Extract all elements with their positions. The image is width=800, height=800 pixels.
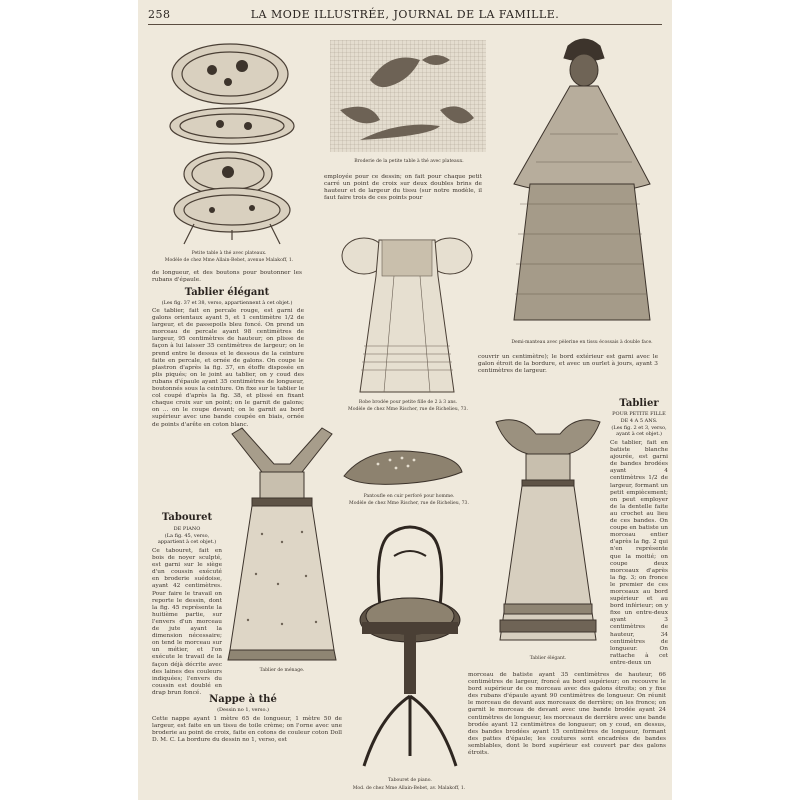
household-apron-caption: Tablier de ménage. bbox=[259, 668, 305, 673]
tablier-fille-text: Ce tablier, fait en batiste blanche ajourée, est garni de bandes brodées ayant 4 centimètres 1/2 de largeur, formant un petit empiècement; on peut employer de la dentelle faite au crochet au lieu de ces bandes. On coupe en batiste un morceau entier d'après la fig. 2 qui n'en représente que la moitié; on coupe deux morceaux d'après la fig. 3; on fronce le premier de ces morceaux au bord supérieur et au bord inférieur; on y fixe un entre-deux ayant 3 centimètres de hauteur, 34 centimètres de longueur. On rattache à cet entre-deux un bbox=[610, 440, 668, 666]
page-number: 258 bbox=[148, 8, 171, 21]
magazine-page bbox=[138, 0, 672, 800]
tablier-fille-title: Tablier bbox=[619, 398, 659, 409]
piano-stool-caption: Tabouret de piano. bbox=[388, 778, 432, 783]
tabouret-subtitle-1: DE PIANO bbox=[173, 526, 201, 532]
piano-stool-illustration bbox=[350, 516, 470, 778]
embroidery-pattern bbox=[330, 40, 486, 152]
tea-table-illustration bbox=[160, 34, 300, 246]
intro-text: employée pour ce dessin; on fait pour chaque petit carré un point de croix sur deux doubles brins de hauteur et de largeur du tissu (sur notre modèle, il faut faire trois de ces points pour bbox=[324, 174, 482, 202]
middle-continued-text: couvrir un centimètre); le bord extérieur est garni avec le galon étroit de la bordure, et avec un ourlet à jours, ayant 3 centimètres de largeur. bbox=[478, 354, 658, 375]
cape-caption: Demi-manteau avec pèlerine en tissu écossais à double face. bbox=[511, 340, 653, 345]
tablier-elegant-text: Ce tablier, fait en percale rouge, est garni de galons orientaux ayant 5, et 1 centimètre 1/2 de largeur, et de passepoils bleu foncé. On prend un morceau de percale ayant 98 centimètres de largeur, 95 centimètres de hauteur; on plisse de façon à lui laisser 35 centimètres de largeur; on le prend entre le dessus et le dessous de la ceinture faite en percale, et ornée de galons. On coupe le plastron d'après la fig. 37, en étoffe disposée en plis piqués; on le joint au tablier, on y coud des rubans d'épaule ayant 35 centimètres de longueur, boutonnés sous la ceinture. On fixe sur le tablier le col coupé d'après la fig. 38, et plissé en fixant chaque croix sur un point; on le garnit de galons; on ... on le coupe devant; on le garnit au bord supérieur avec une bande coupée en biais, ornée de points d'arête en coton blanc. bbox=[152, 308, 304, 428]
tea-table-caption: Petite table à thé avec plateaux. bbox=[191, 251, 267, 256]
nappe-subtitle: (Dessin no 1, verso.) bbox=[217, 707, 269, 713]
elegant-apron-illustration bbox=[490, 414, 606, 650]
tabouret-title: Tabouret bbox=[161, 512, 213, 523]
left-continued-text: de longueur, et des boutons pour boutonner les rubans d'épaule. bbox=[152, 270, 302, 284]
slipper-model-caption: Modèle de chez Mme Rischer, rue de Richelieu, 73. bbox=[349, 501, 469, 506]
tablier-elegant-subtitle: (Les fig. 37 et 38, verso, appartiennent à cet objet.) bbox=[161, 300, 293, 306]
tabouret-subtitle-2: (La fig. 45, verso, appartient à cet objet.) bbox=[157, 533, 217, 545]
household-apron-illustration bbox=[222, 424, 342, 664]
child-dress-illustration bbox=[334, 226, 480, 396]
dress-model-caption: Modèle de chez Mme Rischer, rue de Richelieu, 73. bbox=[348, 407, 468, 412]
nappe-text: Cette nappe ayant 1 mètre 65 de longueur, 1 mètre 50 de largeur, est faite en un tissu de toile crème; on l'orne avec une broderie au point de croix, faite en cotons de couleur coton Doll D. M. C. La bordure du dessin no 1, verso, est bbox=[152, 716, 342, 744]
piano-stool-model-caption: Mod. de chez Mme Allain-Bebet, av. Malakoff, 1. bbox=[352, 786, 466, 791]
journal-title: LA MODE ILLUSTRÉE, JOURNAL DE LA FAMILLE. bbox=[250, 8, 560, 21]
elegant-apron-caption: Tablier élégant. bbox=[529, 656, 567, 661]
tablier-fille-subtitle-2: DE 4 A 5 ANS. bbox=[620, 418, 658, 424]
dress-caption: Robe brodée pour petite fille de 2 à 3 ans. bbox=[358, 400, 458, 405]
slipper-caption: Pantoufle en cuir perforé pour homme. bbox=[363, 494, 455, 499]
tablier-fille-subtitle-1: POUR PETITE FILLE bbox=[612, 411, 666, 417]
bottom-right-text: morceau de batiste ayant 35 centimètres de hauteur, 66 centimètres de largeur, froncé au bord supérieur; on recouvre le bord supérieur de ce morceau avec des galons étroits; on y fixe des rubans d'épaule ayant 90 centimètres de longueur. On réunit le morceau de devant aux morceaux de derrière; on les fronce; on garnit le morceau de devant avec une bande brodée ayant 24 centimètres de longueur, les morceaux de derrière avec une bande brodée ayant 12 centimètres de longueur; on y coud, en dessus, des bandes brodées ayant 15 centimètres de longueur, formant des pattes d'épaule; les coutures sont encadrées de bandes semblables, dont le bord supérieur est couvert par des galons étroits. bbox=[468, 672, 666, 757]
page-header bbox=[148, 8, 662, 22]
tablier-elegant-title: Tablier élégant bbox=[184, 287, 270, 298]
tea-table-model-caption: Modèle de chez Mme Allain-Bebet, avenue Malakoff, 1. bbox=[164, 258, 294, 263]
slipper-illustration bbox=[338, 442, 468, 490]
tabouret-text: Ce tabouret, fait en bois de noyer sculpté, est garni sur le siège d'un coussin exécuté en broderie suédoise, ayant 42 centimètres. Pour faire le travail on reporte le dessin, dont la fig. 45 représente la huitième partie, sur l'envers d'un morceau de jute ayant la dimension nécessaire; on tend le morceau sur un métier, et l'on exécute le travail de la façon déjà décrite avec des laines des couleurs indiquées; l'envers du coussin est doublé en drap brun foncé. bbox=[152, 548, 222, 696]
cape-illustration bbox=[500, 34, 664, 334]
embroidery-caption: Broderie de la petite table à thé avec plateaux. bbox=[354, 159, 464, 164]
tablier-fille-subtitle-3: (Les fig. 2 et 3, verso, ayant à cet objet.) bbox=[611, 425, 667, 437]
header-rule bbox=[148, 24, 662, 25]
nappe-title: Nappe à thé bbox=[209, 694, 277, 705]
